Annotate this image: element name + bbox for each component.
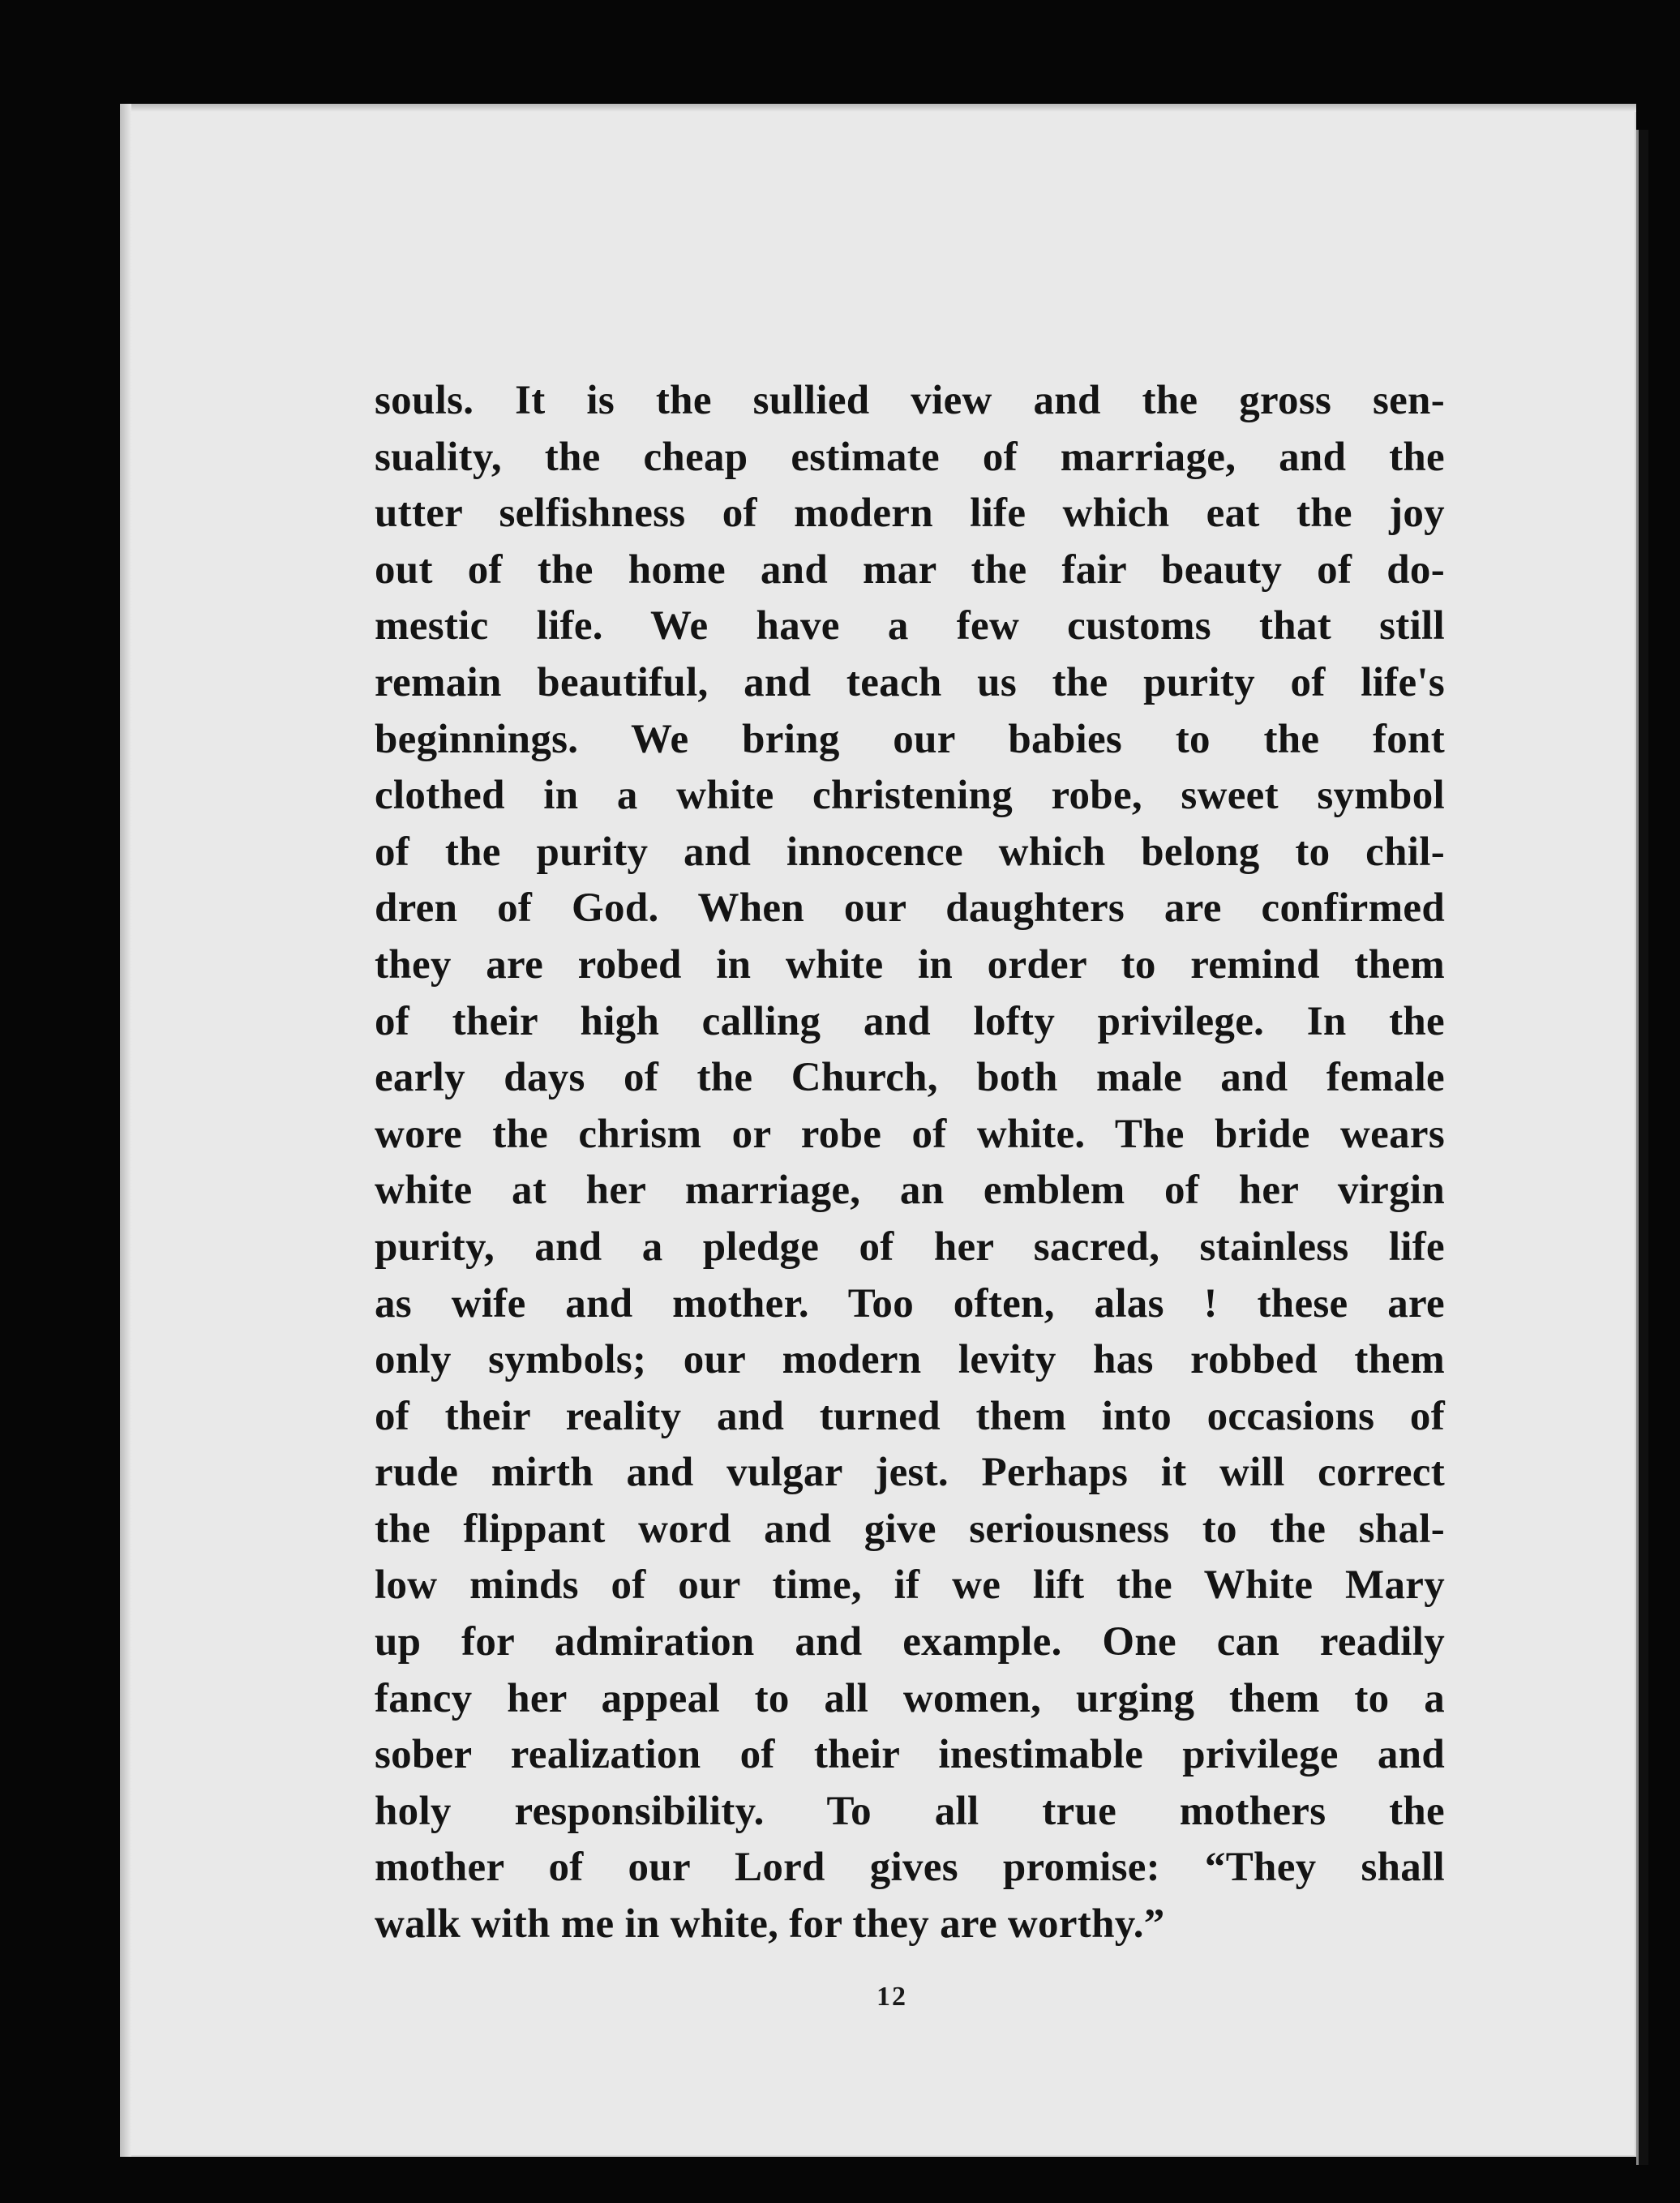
- text-line-last: walk with me in white, for they are worthy.”: [375, 1901, 1165, 1948]
- facing-page-edge: [1636, 130, 1648, 2165]
- text-line: only symbols; our modern levity has robbed them: [375, 1337, 1445, 1383]
- text-line: beginnings. We bring our babies to the font: [375, 716, 1445, 762]
- text-line: holy responsibility. To all true mothers the: [375, 1788, 1445, 1834]
- text-line: of the purity and innocence which belong to chil-: [375, 829, 1445, 875]
- text-line: fancy her appeal to all women, urging them to a: [375, 1675, 1445, 1721]
- text-line: remain beautiful, and teach us the purity of life's: [375, 659, 1445, 705]
- text-line: purity, and a pledge of her sacred, stainless life: [375, 1224, 1445, 1270]
- page-number: 12: [876, 1982, 907, 2012]
- text-line: suality, the cheap estimate of marriage, and the: [375, 434, 1445, 480]
- text-line: the flippant word and give seriousness to the shal-: [375, 1506, 1445, 1552]
- text-line: they are robed in white in order to remind them: [375, 941, 1445, 988]
- text-line: mother of our Lord gives promise: “They shall: [375, 1845, 1445, 1891]
- text-line: out of the home and mar the fair beauty of do-: [375, 546, 1445, 593]
- text-line: up for admiration and example. One can readily: [375, 1619, 1445, 1665]
- body-text: [375, 373, 1445, 1953]
- text-line: as wife and mother. Too often, alas ! these are: [375, 1280, 1445, 1327]
- text-line: souls. It is the sullied view and the gross sen-: [375, 378, 1445, 423]
- text-line: of their high calling and lofty privilege. In the: [375, 998, 1445, 1044]
- text-line: low minds of our time, if we lift the White Mary: [375, 1562, 1445, 1609]
- text-line: clothed in a white christening robe, sweet symbol: [375, 773, 1445, 819]
- text-line: of their reality and turned them into occasions of: [375, 1393, 1445, 1439]
- text-line: rude mirth and vulgar jest. Perhaps it will correct: [375, 1450, 1445, 1496]
- text-line: utter selfishness of modern life which eat the joy: [375, 491, 1445, 537]
- text-line: mestic life. We have a few customs that still: [375, 603, 1445, 649]
- text-line: wore the chrism or robe of white. The bride wears: [375, 1111, 1445, 1157]
- text-line: white at her marriage, an emblem of her virgin: [375, 1168, 1445, 1214]
- page-top-edge: [120, 104, 1636, 112]
- text-line: sober realization of their inestimable privilege and: [375, 1732, 1445, 1778]
- text-line: early days of the Church, both male and female: [375, 1055, 1445, 1101]
- page-left-edge: [120, 104, 131, 2157]
- text-line: dren of God. When our daughters are confirmed: [375, 885, 1445, 932]
